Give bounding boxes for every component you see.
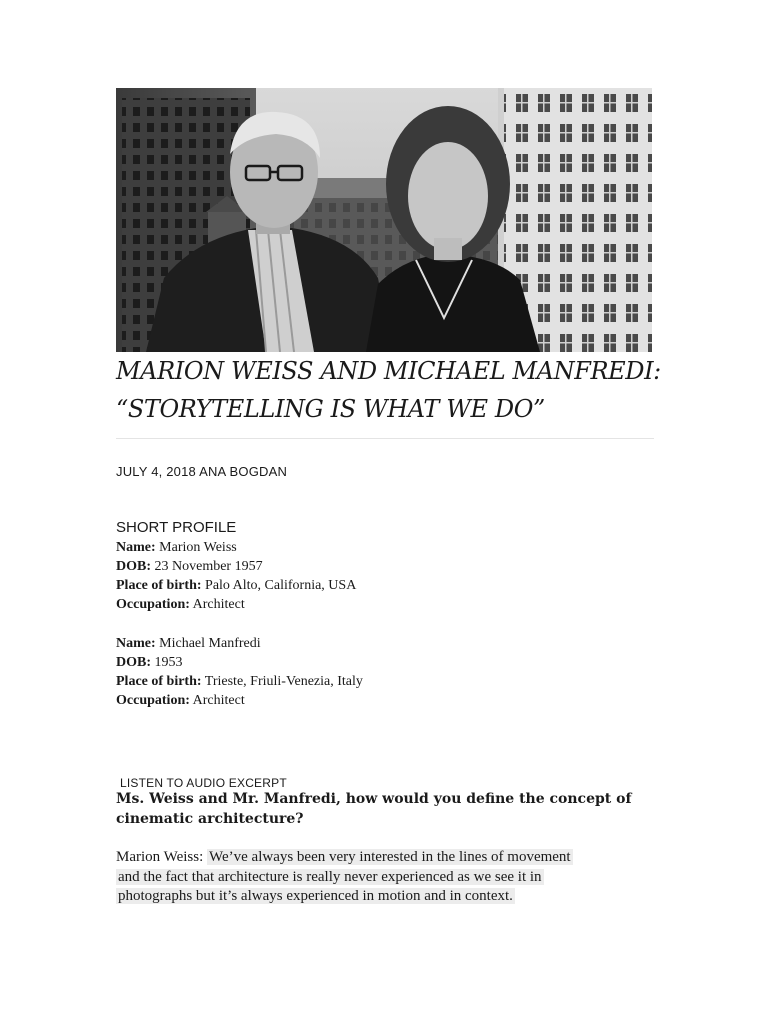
- profile-birthplace-row: [116, 672, 636, 691]
- profile-dob-label: DOB:: [116, 655, 151, 670]
- profile-birthplace-value: Trieste, Friuli-Venezia, Italy: [204, 674, 363, 689]
- listen-audio-excerpt-link[interactable]: LISTEN TO AUDIO EXCERPT: [120, 776, 287, 790]
- profile-occupation-label: Occupation:: [116, 597, 190, 612]
- profile-occupation-value: Architect: [192, 693, 245, 708]
- article-meta: [116, 464, 287, 479]
- profile-birthplace-label: Place of birth:: [116, 578, 202, 593]
- profile-occupation-row: [116, 691, 636, 710]
- profile-dob-label: DOB:: [116, 559, 151, 574]
- profile-dob-value: 1953: [154, 655, 183, 670]
- answer-text-line-2: and the fact that architecture is really never experienced as we see it in: [118, 868, 542, 885]
- profile-name-row: [116, 634, 636, 653]
- answer-line-1: [116, 848, 656, 868]
- profile-birthplace-row: [116, 576, 636, 595]
- answer-speaker: Marion Weiss:: [116, 849, 204, 865]
- answer-line-3: [116, 887, 656, 907]
- article-author[interactable]: ANA BOGDAN: [199, 464, 288, 479]
- profile-name-label: Name:: [116, 540, 156, 555]
- profile-card-michael-manfredi: [116, 634, 636, 710]
- profile-name-value: Michael Manfredi: [159, 636, 261, 651]
- answer-line-2: [116, 868, 656, 888]
- hero-image: [116, 88, 652, 352]
- profile-birthplace-label: Place of birth:: [116, 674, 202, 689]
- interview-question-line-2: cinematic architecture?: [116, 810, 304, 827]
- answer-text-line-1: We’ve always been very interested in the lines of movement: [209, 849, 571, 865]
- title-divider: [116, 438, 654, 439]
- profile-birthplace-value: Palo Alto, California, USA: [205, 578, 357, 593]
- hero-photo-graphic: [116, 88, 652, 352]
- article-date: JULY 4, 2018: [116, 464, 196, 479]
- profile-name-row: [116, 538, 636, 557]
- short-profile-heading: SHORT PROFILE: [116, 519, 237, 536]
- article-title-line-2: “STORYTELLING IS WHAT WE DO”: [116, 395, 545, 423]
- profile-occupation-label: Occupation:: [116, 693, 190, 708]
- article-title: [116, 352, 676, 428]
- answer-text-line-3: photographs but it’s always experienced in motion and in context.: [118, 888, 513, 904]
- profile-occupation-value: Architect: [192, 597, 245, 612]
- profile-name-label: Name:: [116, 636, 156, 651]
- profile-dob-row: [116, 653, 636, 672]
- interview-answer: [116, 848, 656, 907]
- interview-question: [116, 790, 656, 829]
- interview-question-line-1: Ms. Weiss and Mr. Manfredi, how would you define the concept of: [116, 791, 632, 807]
- profile-name-value: Marion Weiss: [159, 540, 237, 555]
- profile-card-marion-weiss: [116, 538, 636, 614]
- profile-occupation-row: [116, 595, 636, 614]
- article-title-line-1: MARION WEISS AND MICHAEL MANFREDI:: [116, 357, 661, 385]
- profile-dob-row: [116, 557, 636, 576]
- profile-dob-value: 23 November 1957: [154, 559, 263, 574]
